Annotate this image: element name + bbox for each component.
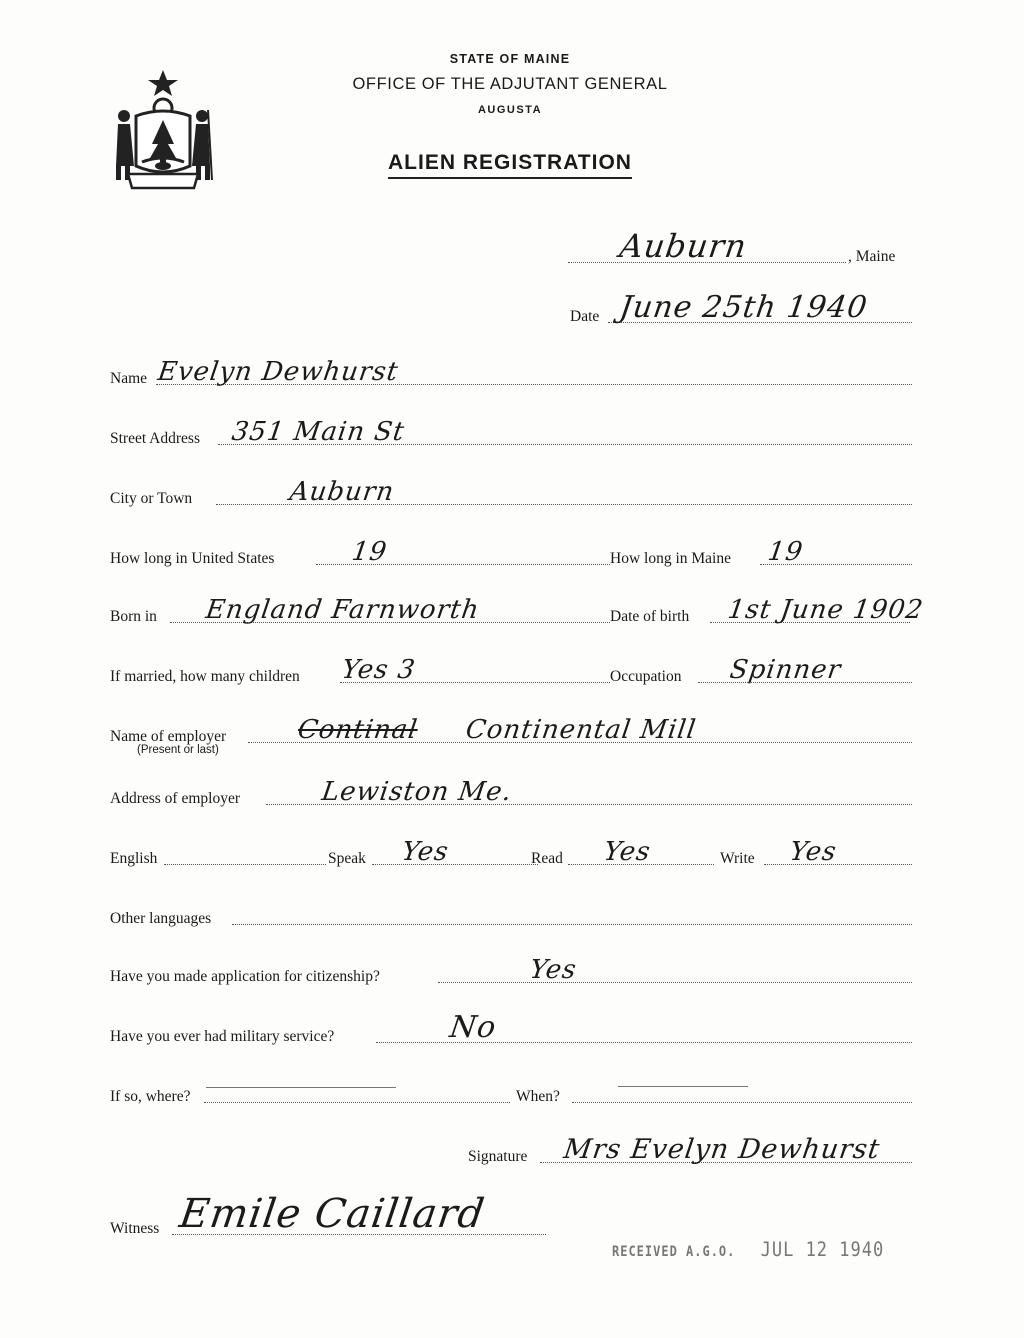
name-label: Name [110, 370, 148, 387]
us-years-field[interactable] [110, 537, 610, 570]
city-heading: AUGUSTA [477, 104, 543, 116]
street-label: Street Address [110, 430, 200, 447]
name-field[interactable] [110, 357, 914, 390]
form-title: ALIEN REGISTRATION [300, 151, 720, 175]
english-label: English [110, 850, 158, 867]
occupation-label: Occupation [610, 668, 682, 685]
employer-label: Name of employer [110, 728, 227, 745]
citizenship-value: Yes [527, 955, 579, 985]
military-value: No [447, 1010, 499, 1045]
employer-address-field[interactable] [110, 777, 914, 810]
employer-value: Continental Mill [463, 715, 699, 745]
signature-value: Mrs Evelyn Dewhurst [561, 1134, 883, 1165]
dob-field[interactable] [610, 595, 950, 628]
street-value: 351 Main St [229, 417, 407, 447]
children-value: Yes 3 [339, 655, 418, 685]
maine-years-value: 19 [765, 537, 806, 567]
place-suffix: , Maine [848, 248, 896, 265]
received-stamp [612, 1239, 884, 1262]
state-heading: STATE OF MAINE [449, 52, 571, 66]
occupation-value: Spinner [727, 655, 844, 685]
born-label: Born in [110, 608, 157, 625]
witness-value: Emile Caillard [176, 1191, 488, 1237]
employer-field[interactable] [110, 715, 914, 748]
other-languages-field[interactable] [110, 900, 914, 930]
date-value: June 25th 1940 [617, 290, 870, 325]
maine-years-label: How long in Maine [610, 550, 731, 567]
date-label: Date [570, 308, 600, 325]
stamp-date: JUL 12 1940 [760, 1238, 885, 1262]
military-label: Have you ever had military service? [110, 1028, 335, 1045]
english-read-value: Yes [601, 837, 653, 867]
dob-label: Date of birth [610, 608, 690, 625]
born-value: England Farnworth [203, 595, 482, 625]
dob-value: 1st June 1902 [725, 595, 926, 625]
when-field[interactable] [516, 1078, 914, 1108]
where-label: If so, where? [110, 1088, 191, 1105]
where-field[interactable] [110, 1078, 510, 1108]
employer-sublabel: (Present or last) [137, 744, 219, 756]
signature-field[interactable] [468, 1134, 914, 1168]
where-dash-line [206, 1087, 396, 1088]
us-years-label: How long in United States [110, 550, 275, 567]
english-speak-label: Speak [328, 850, 366, 867]
city-field[interactable] [110, 477, 914, 510]
employer-struck-value: Continal [295, 715, 420, 745]
street-field[interactable] [110, 417, 914, 450]
employer-address-label: Address of employer [110, 790, 240, 807]
date-field[interactable] [570, 290, 914, 328]
english-write-value: Yes [787, 837, 839, 867]
military-field[interactable] [110, 1010, 914, 1048]
witness-label: Witness [110, 1220, 160, 1237]
witness-field[interactable] [110, 1191, 546, 1240]
place-value: Auburn [617, 227, 750, 265]
citizenship-label: Have you made application for citizenship? [110, 968, 380, 985]
other-languages-label: Other languages [110, 910, 212, 927]
english-write-label: Write [720, 850, 755, 867]
signature-label: Signature [468, 1148, 528, 1165]
english-read-label: Read [531, 850, 563, 867]
city-value: Auburn [287, 477, 397, 507]
english-field[interactable] [110, 837, 914, 870]
place-field[interactable] [568, 227, 918, 268]
us-years-value: 19 [349, 537, 390, 567]
name-value: Evelyn Dewhurst [155, 357, 401, 387]
children-field[interactable] [110, 655, 610, 688]
employer-address-value: Lewiston Me. [319, 777, 515, 807]
maine-seal-icon [108, 66, 218, 190]
maine-years-field[interactable] [610, 537, 914, 570]
office-heading: OFFICE OF THE ADJUTANT GENERAL [352, 75, 668, 93]
city-label: City or Town [110, 490, 193, 507]
citizenship-field[interactable] [110, 955, 914, 988]
children-label: If married, how many children [110, 668, 300, 685]
when-label: When? [516, 1088, 560, 1105]
born-field[interactable] [110, 595, 610, 628]
when-dash-line [618, 1086, 748, 1087]
occupation-field[interactable] [610, 655, 914, 688]
stamp-prefix: RECEIVED A.G.O. [612, 1243, 736, 1260]
english-speak-value: Yes [399, 837, 451, 867]
